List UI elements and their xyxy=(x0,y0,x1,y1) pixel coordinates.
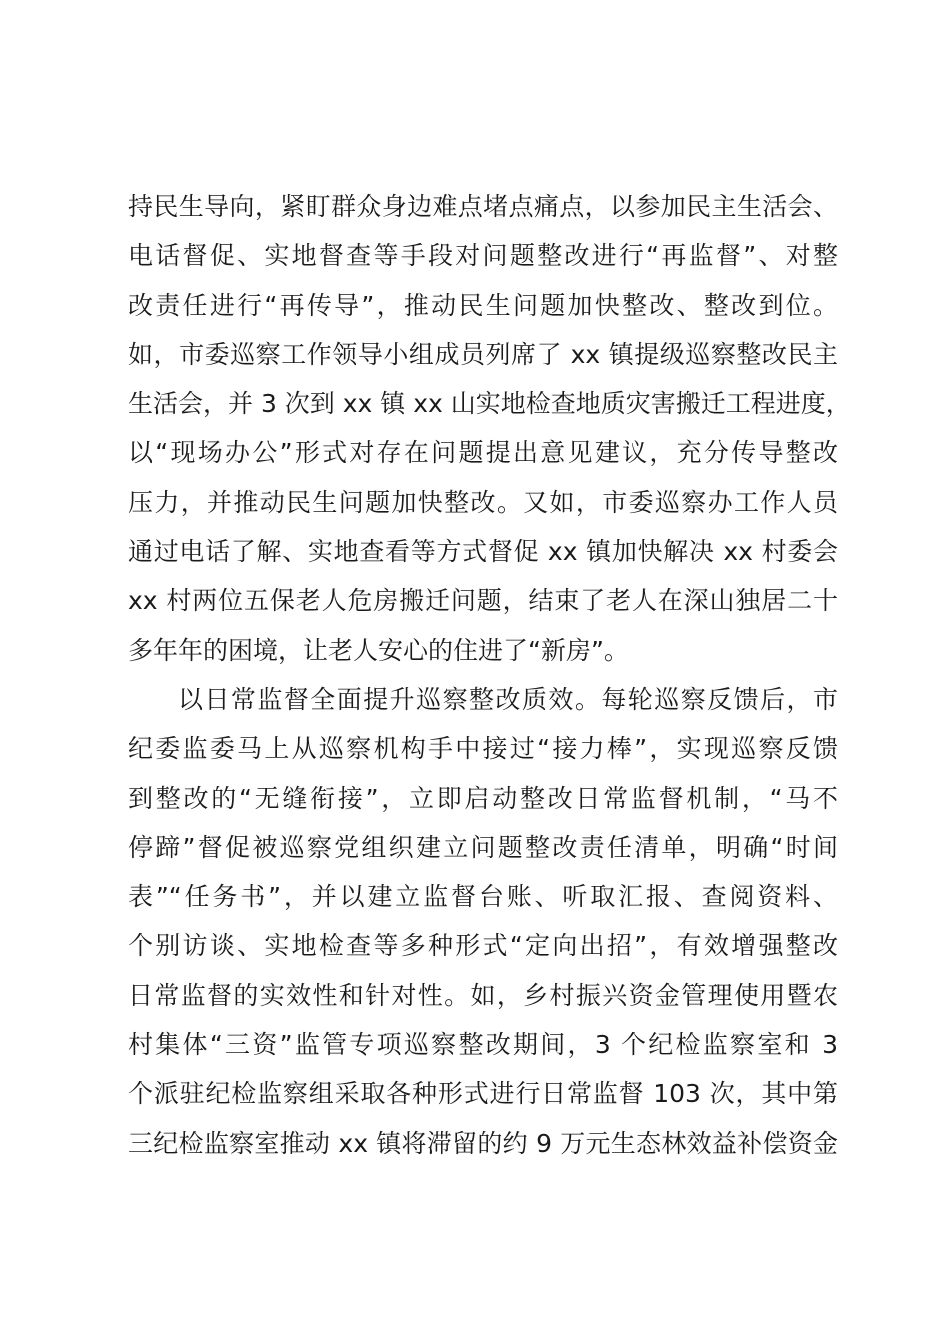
text-line: 表”“任务书”，并以建立监督台账、听取汇报、查阅资料、 xyxy=(128,882,838,912)
paragraph-last-line: 多年年的困境，让老人安心的住进了“新房”。 xyxy=(128,635,629,665)
text-line: 压力，并推动民生问题加快整改。又如，市委巡察办工作人员 xyxy=(128,487,838,517)
text-line: 个派驻纪检监察组采取各种形式进行日常监督 103 次，其中第 xyxy=(128,1079,838,1109)
text-line: 持民生导向，紧盯群众身边难点堵点痛点，以参加民主生活会、 xyxy=(128,192,838,221)
text-line: 通过电话了解、实地查看等方式督促 xx 镇加快解决 xx 村委会 xyxy=(128,537,838,567)
text-line: xx 村两位五保老人危房搬迁问题，结束了老人在深山独居二十 xyxy=(128,586,838,616)
text-line: 个别访谈、实地检查等多种形式“定向出招”，有效增强整改 xyxy=(128,931,838,961)
text-line: 如，市委巡察工作领导小组成员列席了 xx 镇提级巡察整改民主 xyxy=(128,339,838,369)
text-line: 电话督促、实地督查等手段对问题整改进行“再监督”、对整 xyxy=(128,241,838,271)
paragraph-first-line: 以日常监督全面提升巡察整改质效。每轮巡察反馈后，市 xyxy=(178,684,838,714)
text-line: 改责任进行“再传导”，推动民生问题加快整改、整改到位。 xyxy=(128,290,838,320)
text-line: 日常监督的实效性和针对性。如，乡村振兴资金管理使用暨农 xyxy=(128,980,838,1010)
text-line: 三纪检监察室推动 xx 镇将滞留的约 9 万元生态林效益补偿资金 xyxy=(128,1128,838,1158)
text-line: 村集体“三资”监管专项巡察整改期间，3 个纪检监察室和 3 xyxy=(128,1030,838,1060)
text-line: 到整改的“无缝衔接”，立即启动整改日常监督机制，“马不 xyxy=(128,783,838,813)
text-line: 以“现场办公”形式对存在问题提出意见建议，充分传导整改 xyxy=(128,438,838,468)
text-line: 生活会，并 3 次到 xx 镇 xx 山实地检查地质灾害搬迁工程进度， xyxy=(128,389,851,419)
body-text xyxy=(128,182,851,1168)
text-line: 停蹄”督促被巡察党组织建立问题整改责任清单，明确“时间 xyxy=(128,832,838,862)
text-line: 纪委监委马上从巡察机构手中接过“接力棒”，实现巡察反馈 xyxy=(128,734,838,764)
